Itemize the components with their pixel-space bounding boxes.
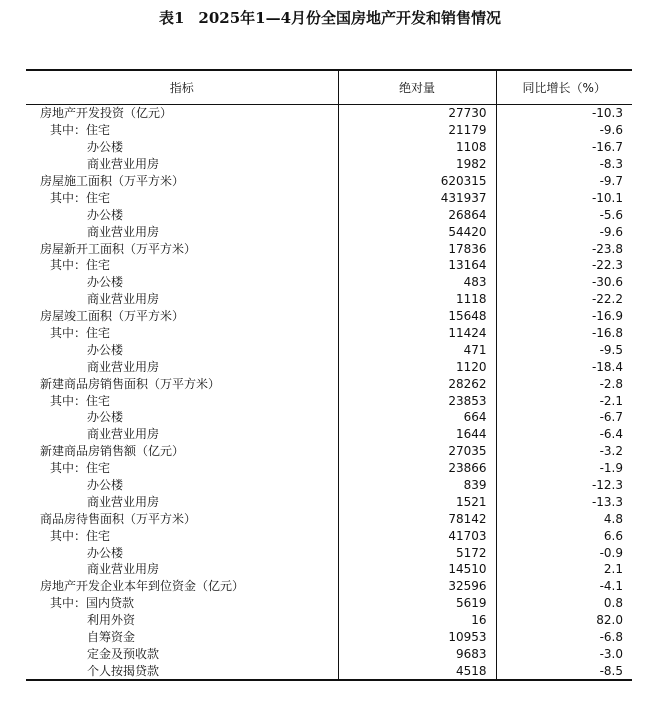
row-indicator-cell: [26, 173, 338, 190]
row-label: 新建商品房销售面积（万平方米）: [40, 376, 221, 391]
row-absolute-value: 16: [338, 612, 496, 629]
row-label: 新建商品房销售额（亿元）: [40, 444, 185, 459]
row-indicator-cell: [26, 662, 338, 680]
row-indicator-cell: [26, 291, 338, 308]
row-yoy-change: -16.7: [496, 139, 632, 156]
table-row: [26, 443, 632, 460]
table-row: [26, 477, 632, 494]
row-label: 商业营业用房: [87, 157, 160, 172]
table-row: [26, 223, 632, 240]
row-label: 国内贷款: [86, 596, 135, 611]
row-absolute-value: 41703: [338, 527, 496, 544]
row-indicator-cell: [26, 122, 338, 139]
row-label: 住宅: [86, 123, 111, 138]
row-yoy-change: -18.4: [496, 358, 632, 375]
table-row: [26, 460, 632, 477]
row-label: 办公楼: [87, 342, 124, 357]
row-label: 住宅: [86, 393, 111, 408]
row-label: 商品房待售面积（万平方米）: [40, 511, 197, 526]
row-yoy-change: -9.6: [496, 223, 632, 240]
row-yoy-change: -5.6: [496, 206, 632, 223]
row-label: 房地产开发投资（亿元）: [40, 106, 173, 121]
row-absolute-value: 5619: [338, 595, 496, 612]
row-yoy-change: -4.1: [496, 578, 632, 595]
row-indicator-cell: [26, 308, 338, 325]
row-indicator-cell: [26, 223, 338, 240]
row-label: 办公楼: [87, 140, 124, 155]
table-title-text: 2025年1—4月份全国房地产开发和销售情况: [198, 9, 502, 27]
row-absolute-value: 620315: [338, 173, 496, 190]
row-absolute-value: 1108: [338, 139, 496, 156]
row-indicator-cell: [26, 392, 338, 409]
header-absolute-value: 绝对量: [338, 70, 496, 105]
row-indicator-cell: [26, 358, 338, 375]
table-row: [26, 105, 632, 122]
row-label: 商业营业用房: [87, 292, 160, 307]
statistics-table: [26, 69, 632, 681]
row-prefix: 其中：: [50, 258, 87, 273]
row-indicator-cell: [26, 612, 338, 629]
row-yoy-change: -8.3: [496, 156, 632, 173]
row-absolute-value: 10953: [338, 629, 496, 646]
row-yoy-change: -2.8: [496, 375, 632, 392]
table-row: [26, 493, 632, 510]
header-indicator: 指标: [26, 70, 338, 105]
table-row: [26, 561, 632, 578]
row-indicator-cell: [26, 139, 338, 156]
row-prefix: 其中：: [50, 461, 87, 476]
row-absolute-value: 664: [338, 409, 496, 426]
row-prefix: 其中：: [50, 393, 87, 408]
row-label: 办公楼: [87, 275, 124, 290]
row-absolute-value: 5172: [338, 544, 496, 561]
row-absolute-value: 23866: [338, 460, 496, 477]
row-yoy-change: 6.6: [496, 527, 632, 544]
row-absolute-value: 26864: [338, 206, 496, 223]
row-label: 自筹资金: [87, 630, 136, 645]
table-row: [26, 308, 632, 325]
row-yoy-change: -8.5: [496, 662, 632, 680]
row-indicator-cell: [26, 257, 338, 274]
table-header-row: [26, 70, 632, 105]
row-absolute-value: 1120: [338, 358, 496, 375]
row-indicator-cell: [26, 527, 338, 544]
table-row: [26, 527, 632, 544]
row-absolute-value: 78142: [338, 510, 496, 527]
row-yoy-change: 0.8: [496, 595, 632, 612]
row-absolute-value: 483: [338, 274, 496, 291]
row-prefix: 其中：: [50, 123, 87, 138]
row-indicator-cell: [26, 443, 338, 460]
table-row: [26, 595, 632, 612]
row-indicator-cell: [26, 240, 338, 257]
row-yoy-change: -16.9: [496, 308, 632, 325]
row-label: 商业营业用房: [87, 427, 160, 442]
row-yoy-change: -6.4: [496, 426, 632, 443]
row-label: 商业营业用房: [87, 562, 160, 577]
row-absolute-value: 17836: [338, 240, 496, 257]
table-body: [26, 105, 632, 681]
row-indicator-cell: [26, 578, 338, 595]
row-indicator-cell: [26, 629, 338, 646]
row-indicator-cell: [26, 493, 338, 510]
row-indicator-cell: [26, 105, 338, 122]
row-yoy-change: -9.6: [496, 122, 632, 139]
row-absolute-value: 1982: [338, 156, 496, 173]
table-row: [26, 662, 632, 680]
row-prefix: 其中：: [50, 596, 87, 611]
table-row: [26, 122, 632, 139]
row-indicator-cell: [26, 341, 338, 358]
row-label: 利用外资: [87, 613, 136, 628]
row-label: 住宅: [86, 528, 111, 543]
table-row: [26, 189, 632, 206]
row-label: 定金及预收款: [87, 646, 160, 661]
row-absolute-value: 4518: [338, 662, 496, 680]
row-yoy-change: -9.7: [496, 173, 632, 190]
row-absolute-value: 1521: [338, 493, 496, 510]
row-indicator-cell: [26, 375, 338, 392]
row-label: 办公楼: [87, 207, 124, 222]
row-label: 住宅: [86, 461, 111, 476]
row-absolute-value: 14510: [338, 561, 496, 578]
row-label: 商业营业用房: [87, 224, 160, 239]
row-label: 商业营业用房: [87, 359, 160, 374]
table-row: [26, 358, 632, 375]
row-indicator-cell: [26, 409, 338, 426]
row-indicator-cell: [26, 426, 338, 443]
row-label: 房地产开发企业本年到位资金（亿元）: [40, 579, 245, 594]
row-label: 房屋施工面积（万平方米）: [40, 174, 185, 188]
row-label: 住宅: [86, 258, 111, 273]
row-yoy-change: -13.3: [496, 493, 632, 510]
row-yoy-change: -3.0: [496, 646, 632, 663]
table-row: [26, 274, 632, 291]
row-indicator-cell: [26, 595, 338, 612]
table-title: [0, 8, 660, 28]
row-absolute-value: 54420: [338, 223, 496, 240]
table-row: [26, 156, 632, 173]
row-absolute-value: 471: [338, 341, 496, 358]
row-absolute-value: 9683: [338, 646, 496, 663]
table-row: [26, 325, 632, 342]
row-yoy-change: -23.8: [496, 240, 632, 257]
row-absolute-value: 21179: [338, 122, 496, 139]
row-absolute-value: 28262: [338, 375, 496, 392]
table-row: [26, 392, 632, 409]
row-absolute-value: 11424: [338, 325, 496, 342]
row-indicator-cell: [26, 477, 338, 494]
row-indicator-cell: [26, 206, 338, 223]
row-indicator-cell: [26, 189, 338, 206]
row-yoy-change: -10.1: [496, 189, 632, 206]
table-row: [26, 173, 632, 190]
row-indicator-cell: [26, 156, 338, 173]
row-yoy-change: -0.9: [496, 544, 632, 561]
row-prefix: 其中：: [50, 326, 87, 341]
table-row: [26, 240, 632, 257]
row-absolute-value: 839: [338, 477, 496, 494]
row-absolute-value: 1118: [338, 291, 496, 308]
table-row: [26, 544, 632, 561]
row-indicator-cell: [26, 325, 338, 342]
row-absolute-value: 431937: [338, 189, 496, 206]
row-indicator-cell: [26, 460, 338, 477]
row-label: 房屋新开工面积（万平方米）: [40, 241, 197, 256]
row-yoy-change: 4.8: [496, 510, 632, 527]
row-yoy-change: -30.6: [496, 274, 632, 291]
row-yoy-change: -1.9: [496, 460, 632, 477]
row-yoy-change: -3.2: [496, 443, 632, 460]
row-yoy-change: -9.5: [496, 341, 632, 358]
row-yoy-change: -6.7: [496, 409, 632, 426]
row-absolute-value: 13164: [338, 257, 496, 274]
row-absolute-value: 27035: [338, 443, 496, 460]
table-row: [26, 257, 632, 274]
table-row: [26, 375, 632, 392]
table-row: [26, 426, 632, 443]
row-yoy-change: 82.0: [496, 612, 632, 629]
table-row: [26, 206, 632, 223]
row-label: 办公楼: [87, 410, 124, 425]
row-absolute-value: 27730: [338, 105, 496, 122]
table-row: [26, 291, 632, 308]
row-yoy-change: -6.8: [496, 629, 632, 646]
row-yoy-change: -12.3: [496, 477, 632, 494]
table-row: [26, 629, 632, 646]
row-indicator-cell: [26, 510, 338, 527]
row-label: 商业营业用房: [87, 494, 160, 509]
row-yoy-change: -22.2: [496, 291, 632, 308]
row-yoy-change: -10.3: [496, 105, 632, 122]
row-absolute-value: 32596: [338, 578, 496, 595]
row-absolute-value: 1644: [338, 426, 496, 443]
row-prefix: 其中：: [50, 190, 87, 205]
row-yoy-change: -2.1: [496, 392, 632, 409]
table-row: [26, 612, 632, 629]
header-yoy-growth: 同比增长（%）: [496, 70, 632, 105]
table-row: [26, 578, 632, 595]
row-yoy-change: 2.1: [496, 561, 632, 578]
table-number: 表1: [158, 9, 185, 27]
row-indicator-cell: [26, 544, 338, 561]
row-indicator-cell: [26, 561, 338, 578]
table-row: [26, 646, 632, 663]
row-absolute-value: 15648: [338, 308, 496, 325]
table-row: [26, 139, 632, 156]
row-label: 个人按揭贷款: [87, 663, 160, 678]
row-label: 住宅: [86, 326, 111, 341]
row-indicator-cell: [26, 274, 338, 291]
row-indicator-cell: [26, 646, 338, 663]
row-absolute-value: 23853: [338, 392, 496, 409]
row-label: 住宅: [86, 190, 111, 205]
row-label: 房屋竣工面积（万平方米）: [40, 309, 185, 324]
row-label: 办公楼: [87, 545, 124, 560]
table-row: [26, 409, 632, 426]
row-yoy-change: -16.8: [496, 325, 632, 342]
table-row: [26, 341, 632, 358]
row-label: 办公楼: [87, 478, 124, 493]
row-yoy-change: -22.3: [496, 257, 632, 274]
table-row: [26, 510, 632, 527]
row-prefix: 其中：: [50, 528, 87, 543]
